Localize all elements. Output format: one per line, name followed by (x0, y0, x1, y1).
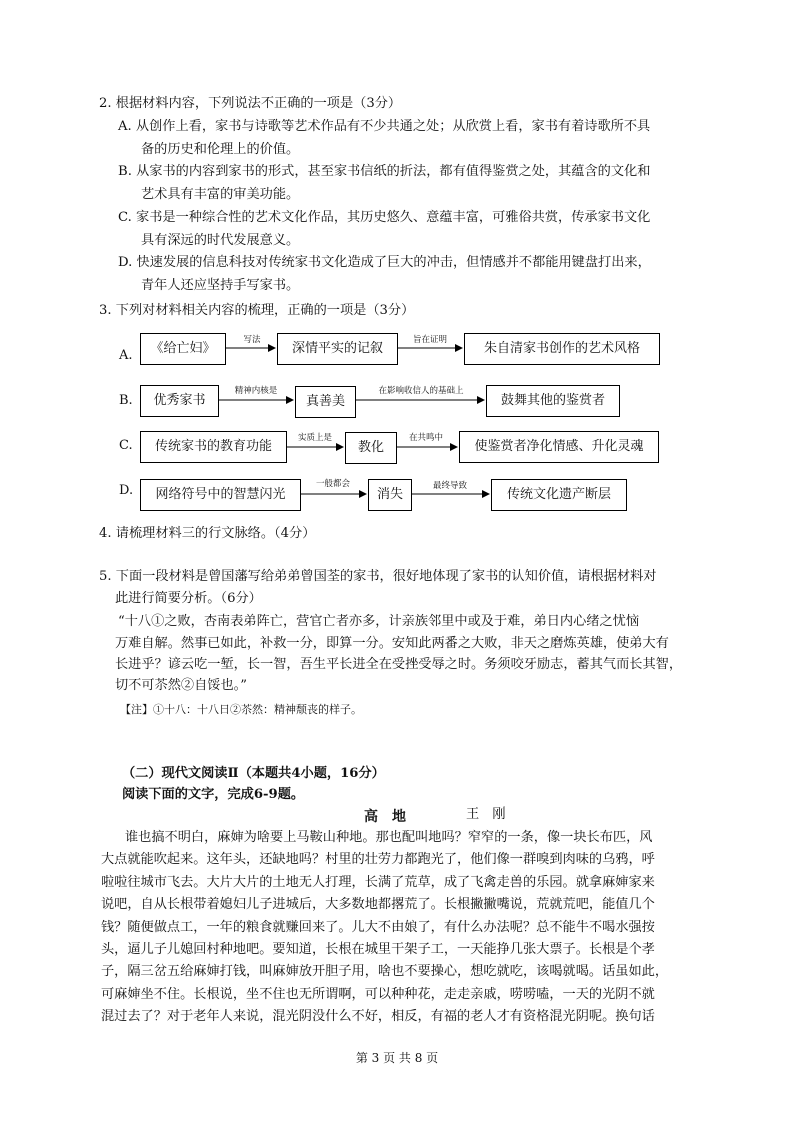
q5-letter-line3: 长进乎？谚云吃一堑，长一智，吾生平长进全在受挫受辱之时。务须咬牙励志，蓄其气而长其智， (115, 657, 683, 672)
story-line-4: 说吧，自从长根带着媳妇儿子进城后，大多数地都撂荒了。长根撇撇嘴说，荒就荒吧，能值几个 (101, 897, 655, 912)
q2-option-b-line1: B. 从家书的内容到家书的形式，甚至家书信纸的折法，都有值得鉴赏之处，其蕴含的文化和 (118, 164, 651, 179)
q3-b-box2: 真善美 (295, 386, 356, 418)
q2-option-a-line1: A. 从创作上看，家书与诗歌等艺术作品有不少共通之处；从欣赏上看，家书有着诗歌所不具 (118, 119, 651, 134)
q3-c-label2: 在共鸣中 (408, 433, 443, 443)
story-line-3: 啦啦往城市飞去。大片大片的土地无人打理，长满了荒草，成了飞禽走兽的乐园。就拿麻婶家来 (101, 875, 655, 890)
q4-stem: 4. 请梳理材料三的行文脉络。（4分） (99, 526, 316, 541)
q5-stem-line1: 5. 下面一段材料是曾国藩写给弟弟曾国荃的家书，很好地体现了家书的认知价值，请根据材料对 (99, 569, 657, 584)
q3-b-label2: 在影响收信人的基础上 (378, 386, 464, 396)
section2-instructions: 阅读下面的文字，完成6-9题。 (122, 787, 305, 802)
q3-d-box3: 传统文化遗产断层 (491, 479, 627, 511)
story-line-5: 钱？随便做点工，一年的粮食就赚回来了。儿大不由娘了，有什么办法呢？总不能牛不喝水强按 (101, 920, 655, 935)
q3-a-box1: 《给亡妇》 (140, 333, 226, 365)
q5-letter-line2: 万难自解。然事已如此，补救一分，即算一分。安知此两番之大败，非天之磨炼英雄，使弟大有 (115, 636, 669, 651)
q3-a-box2: 深情平实的记叙 (277, 333, 398, 365)
q3-option-b-letter: B. (119, 393, 133, 408)
q3-d-label1: 一般都会 (315, 479, 350, 489)
q3-a-label2: 旨在证明 (412, 335, 447, 345)
story-author: 王 刚 (466, 807, 506, 822)
story-line-6: 头，逼儿子儿媳回村种地吧。要知道，长根在城里干架子工，一天能挣几张大票子。长根是个孝 (101, 942, 655, 957)
q5-stem-line2: 此进行简要分析。（6分） (115, 591, 262, 606)
q2-option-a-line2: 备的历史和伦理上的价值。 (141, 142, 300, 157)
q3-option-d-letter: D. (119, 483, 134, 498)
story-line-7: 子，隔三岔五给麻婶打钱，叫麻婶放开胆子用，啥也不要操心，想吃就吃，该喝就喝。话虽如此， (101, 964, 669, 979)
q3-d-box2: 消失 (368, 479, 412, 511)
q3-stem: 3. 下列对材料相关内容的梳理，正确的一项是（3分） (99, 303, 415, 318)
q5-note: 【注】①十八：十八日②苶然：精神颓丧的样子。 (120, 703, 362, 716)
section2-header: （二）现代文阅读Ⅱ（本题共4小题，16分） (122, 766, 385, 781)
q3-c-label1: 实质上是 (297, 433, 332, 443)
q2-option-d-line2: 青年人还应坚持手写家书。 (141, 278, 300, 293)
q3-c-box3: 使鉴赏者净化情感、升化灵魂 (459, 431, 659, 463)
q2-option-b-line2: 艺术具有丰富的审美功能。 (141, 187, 300, 202)
story-title: 高 地 (364, 809, 406, 825)
q3-d-box1: 网络符号中的智慧闪光 (140, 479, 301, 511)
q3-b-label1: 精神内核是 (234, 386, 278, 396)
q3-c-box1: 传统家书的教育功能 (140, 431, 287, 463)
story-line-2: 大点就能吹起来。这年头，还缺地吗？村里的壮劳力都跑光了，他们像一群嗅到肉味的乌鸦，呼 (101, 852, 655, 867)
q3-d-label2: 最终导致 (432, 481, 467, 491)
story-line-9: 混过去了？对于老年人来说，混光阴没什么不好，相反，有福的老人才有资格混光阴呢。换句话 (101, 1009, 655, 1024)
q2-option-c-line1: C. 家书是一种综合性的艺术文化作品，其历史悠久、意蕴丰富，可雅俗共赏，传承家书文化 (118, 210, 651, 225)
q5-letter-line4: 切不可苶然②自馁也。” (115, 678, 248, 693)
q3-a-box3: 朱自清家书创作的艺术风格 (464, 333, 660, 365)
q5-letter-line1: “十八①之败，杏南表弟阵亡，营官亡者亦多，计亲族邻里中或及于难，弟日内心绪之忧恼 (118, 614, 640, 629)
q2-option-c-line2: 具有深远的时代发展意义。 (141, 233, 300, 248)
q3-option-a-letter: A. (119, 348, 133, 363)
q2-option-d-line1: D. 快速发展的信息科技对传统家书文化造成了巨大的冲击，但情感并不都能用键盘打出来， (118, 255, 651, 270)
q3-b-box3: 鼓舞其他的鉴赏者 (486, 385, 620, 417)
page-footer: 第 3 页 共 8 页 (355, 1051, 439, 1065)
story-line-8: 可麻婶坐不住。长根说，坐不住也无所谓啊，可以种种花，走走亲戚，唠唠嗑，一天的光阴不就 (101, 987, 655, 1002)
story-line-1: 谁也搞不明白，麻婶为啥要上马鞍山种地。那也配叫地吗？窄窄的一条，像一块长布匹，风 (125, 830, 653, 845)
q3-c-box2: 教化 (345, 432, 397, 464)
q2-stem: 2. 根据材料内容，下列说法不正确的一项是（3分） (99, 96, 402, 111)
q3-a-label1: 写法 (243, 335, 261, 345)
q3-b-box1: 优秀家书 (140, 385, 219, 417)
q3-option-c-letter: C. (119, 438, 133, 453)
